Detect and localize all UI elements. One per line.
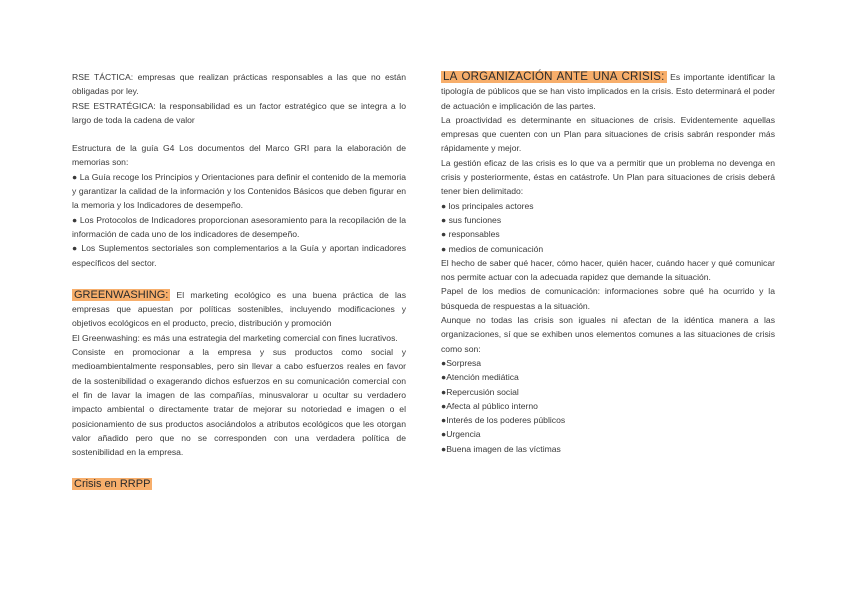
crisis-item: ●Repercusión social xyxy=(441,386,519,397)
crisis-rrpp-paragraph xyxy=(72,477,406,491)
estructura-item: ● La Guía recoge los Principios y Orientaciones para definir el contenido de la memoria y garantizar la calidad de la información y los Contenidos Básicos que deben figurar en la memoria y los Indicadores de desempeño. xyxy=(72,171,406,211)
org-p4: El hecho de saber qué hacer, cómo hacer, quién hacer, cuándo hacer y qué comunicar nos permite actuar con la adecuada rapidez que demande la situación. xyxy=(441,257,775,283)
greenwashing-p3: Consiste en promocionar a la empresa y sus productos como social y medioambientalmente responsables, pero sin llevar a cabo esfuerzos reales en favor de la sostenibilidad o exagerando dichos esfuerzos en su comunicación comercial con el fin de lavar la imagen de las compañías, minusvalorar u ocultar su verdadero impacto ambiental o directamente tratar de mejorar su notoriedad e imagen o el posicionamiento de sus productos asociándolos a atributos ecológicos que les otorgan valor añadido pero que no se corresponden con una verdadera política de sostenibilidad en la empresa. xyxy=(72,347,406,458)
plan-item: ● los principales actores xyxy=(441,200,534,211)
crisis-item: ●Urgencia xyxy=(441,429,481,440)
right-column xyxy=(441,70,775,456)
estructura-intro: Estructura de la guía G4 Los documentos del Marco GRI para la elaboración de memorias son: xyxy=(72,143,406,168)
crisis-item: ●Atención mediática xyxy=(441,372,519,383)
plan-item: ● sus funciones xyxy=(441,214,502,225)
org-p3: La gestión eficaz de las crisis es lo que va a permitir que un problema no devenga en crisis y posteriormente, éstas en catástrofe. Un Plan para situaciones de crisis deberá tener bien delimitado: xyxy=(441,157,775,197)
org-p1: Es importante identificar la tipología de públicos que se han visto implicados en la crisis. Esto determinará el poder de actuación e implicación de las partes. xyxy=(441,72,776,111)
org-p2: La proactividad es determinante en situaciones de crisis. Evidentemente aquellas empresas que cuenten con un Plan para situaciones de crisis sabrán responder más rápidamente y mejor. xyxy=(441,114,775,154)
greenwashing-p1: El marketing ecológico es una buena práctica de las empresas que apuestan por políticas sostenibles, incluyendo modificaciones y objetivos ecológicos en el producto, precio, distribución y promoción xyxy=(72,289,406,329)
estructura-item: ● Los Protocolos de Indicadores proporcionan asesoramiento para la recopilación de la información de cada uno de los indicadores de desempeño. xyxy=(72,214,406,239)
crisis-item: ●Afecta al público interno xyxy=(441,400,538,411)
estructura-item: ● Los Suplementos sectoriales son complementarios a la Guía y aportan indicadores específicos del sector. xyxy=(72,243,406,268)
rse-estrategica-text: RSE ESTRATÉGICA: la responsabilidad es un factor estratégico que se integra a lo largo de toda la cadena de valor xyxy=(72,100,406,125)
crisis-rrpp-heading: Crisis en RRPP xyxy=(74,478,151,491)
org-paragraph xyxy=(441,70,775,113)
rse-tactica-text: RSE TÁCTICA: empresas que realizan prácticas responsables a las que no están obligadas por ley. xyxy=(72,72,406,97)
greenwashing-p2: El Greenwashing: es más una estrategia del marketing comercial con fines lucrativos. xyxy=(72,332,398,343)
org-heading: LA ORGANIZACIÓN ANTE UNA CRISIS: xyxy=(443,71,665,83)
plan-item: ● medios de comunicación xyxy=(441,243,544,254)
crisis-item: ●Buena imagen de las víctimas xyxy=(441,443,561,454)
greenwashing-heading: GREENWASHING: xyxy=(74,288,169,301)
org-p5: Papel de los medios de comunicación: informaciones sobre qué ha ocurrido y la búsqueda de respuestas a la situación. xyxy=(441,286,775,311)
left-column xyxy=(72,70,406,492)
org-p6: Aunque no todas las crisis son iguales ni afectan de la idéntica manera a las organizaciones, sí que se exhiben unos elementos comunes a las situaciones de crisis como son: xyxy=(441,315,775,354)
crisis-item: ●Sorpresa xyxy=(441,357,482,368)
greenwashing-paragraph xyxy=(72,288,406,331)
crisis-item: ●Interés de los poderes públicos xyxy=(441,415,566,426)
plan-item: ● responsables xyxy=(441,229,500,240)
